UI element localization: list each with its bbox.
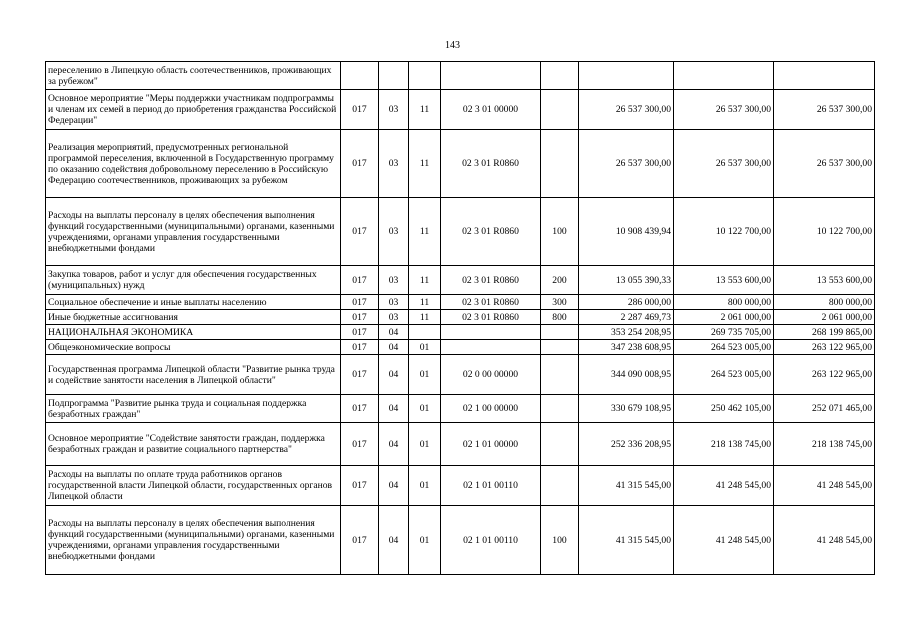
item-name-cell: Иные бюджетные ассигнования xyxy=(46,310,341,325)
expense-type-cell xyxy=(541,340,579,355)
table-row xyxy=(46,423,875,466)
amount-year3-cell: 263 122 965,00 xyxy=(774,355,875,395)
table-row xyxy=(46,130,875,198)
subsection-code-cell: 11 xyxy=(409,130,441,198)
ministry-code-cell: 017 xyxy=(341,423,379,466)
section-code-cell: 04 xyxy=(379,355,409,395)
item-name-cell: переселению в Липецкую область соотечественников, проживающих за рубежом" xyxy=(46,62,341,90)
target-article-cell: 02 3 01 R0860 xyxy=(441,266,541,295)
page-number: 143 xyxy=(445,40,460,51)
section-code-cell xyxy=(379,62,409,90)
expense-type-cell xyxy=(541,90,579,130)
ministry-code-cell: 017 xyxy=(341,340,379,355)
ministry-code-cell xyxy=(341,62,379,90)
item-name-cell: Государственная программа Липецкой области "Развитие рынка труда и содействие занятости населения в Липецкой области" xyxy=(46,355,341,395)
target-article-cell: 02 3 01 00000 xyxy=(441,90,541,130)
ministry-code-cell: 017 xyxy=(341,266,379,295)
amount-year3-cell: 252 071 465,00 xyxy=(774,395,875,423)
item-name-cell: НАЦИОНАЛЬНАЯ ЭКОНОМИКА xyxy=(46,325,341,340)
target-article-cell: 02 1 01 00000 xyxy=(441,423,541,466)
amount-year1-cell: 347 238 608,95 xyxy=(579,340,674,355)
amount-year3-cell xyxy=(774,62,875,90)
amount-year2-cell: 269 735 705,00 xyxy=(674,325,774,340)
expense-type-cell xyxy=(541,466,579,506)
amount-year1-cell: 252 336 208,95 xyxy=(579,423,674,466)
expense-type-cell xyxy=(541,395,579,423)
amount-year3-cell: 263 122 965,00 xyxy=(774,340,875,355)
table-row xyxy=(46,90,875,130)
expense-type-cell xyxy=(541,355,579,395)
target-article-cell: 02 3 01 R0860 xyxy=(441,295,541,310)
amount-year2-cell: 10 122 700,00 xyxy=(674,198,774,266)
target-article-cell: 02 3 01 R0860 xyxy=(441,198,541,266)
table-row xyxy=(46,198,875,266)
subsection-code-cell: 01 xyxy=(409,395,441,423)
amount-year2-cell: 264 523 005,00 xyxy=(674,355,774,395)
amount-year2-cell: 250 462 105,00 xyxy=(674,395,774,423)
amount-year3-cell: 218 138 745,00 xyxy=(774,423,875,466)
expense-type-cell xyxy=(541,62,579,90)
target-article-cell xyxy=(441,340,541,355)
expense-type-cell: 800 xyxy=(541,310,579,325)
target-article-cell xyxy=(441,62,541,90)
table-row xyxy=(46,310,875,325)
section-code-cell: 03 xyxy=(379,198,409,266)
subsection-code-cell: 11 xyxy=(409,90,441,130)
item-name-cell: Реализация мероприятий, предусмотренных региональной программой переселения, включенной в Государственную программу по оказанию содействия добровольному переселению в Российскую Федерацию соотечественников, проживающих за рубежом xyxy=(46,130,341,198)
table-row xyxy=(46,466,875,506)
subsection-code-cell: 11 xyxy=(409,295,441,310)
item-name-cell: Расходы на выплаты по оплате труда работников органов государственной власти Липецкой области, государственных органов Липецкой области xyxy=(46,466,341,506)
ministry-code-cell: 017 xyxy=(341,310,379,325)
section-code-cell: 03 xyxy=(379,130,409,198)
subsection-code-cell: 01 xyxy=(409,355,441,395)
subsection-code-cell: 01 xyxy=(409,423,441,466)
item-name-cell: Расходы на выплаты персоналу в целях обеспечения выполнения функций государственными (муниципальными) органами, казенными учреждениями, органами управления государственными внебюджетными фондами xyxy=(46,506,341,575)
table-row xyxy=(46,266,875,295)
amount-year2-cell: 26 537 300,00 xyxy=(674,90,774,130)
expense-type-cell xyxy=(541,325,579,340)
amount-year1-cell: 2 287 469,73 xyxy=(579,310,674,325)
amount-year1-cell: 41 315 545,00 xyxy=(579,466,674,506)
section-code-cell: 04 xyxy=(379,395,409,423)
section-code-cell: 03 xyxy=(379,295,409,310)
ministry-code-cell: 017 xyxy=(341,325,379,340)
ministry-code-cell: 017 xyxy=(341,506,379,575)
amount-year1-cell: 26 537 300,00 xyxy=(579,130,674,198)
amount-year2-cell: 41 248 545,00 xyxy=(674,506,774,575)
amount-year2-cell: 218 138 745,00 xyxy=(674,423,774,466)
item-name-cell: Подпрограмма "Развитие рынка труда и социальная поддержка безработных граждан" xyxy=(46,395,341,423)
target-article-cell: 02 1 00 00000 xyxy=(441,395,541,423)
expense-type-cell: 100 xyxy=(541,506,579,575)
expense-type-cell xyxy=(541,130,579,198)
table-row xyxy=(46,62,875,90)
expense-type-cell: 200 xyxy=(541,266,579,295)
section-code-cell: 04 xyxy=(379,466,409,506)
amount-year3-cell: 268 199 865,00 xyxy=(774,325,875,340)
amount-year1-cell: 330 679 108,95 xyxy=(579,395,674,423)
item-name-cell: Основное мероприятие "Меры поддержки участникам подпрограммы и членам их семей в период до приобретения гражданства Российской Федерации" xyxy=(46,90,341,130)
amount-year1-cell: 41 315 545,00 xyxy=(579,506,674,575)
amount-year3-cell: 13 553 600,00 xyxy=(774,266,875,295)
amount-year3-cell: 10 122 700,00 xyxy=(774,198,875,266)
amount-year3-cell: 41 248 545,00 xyxy=(774,506,875,575)
ministry-code-cell: 017 xyxy=(341,130,379,198)
table-row xyxy=(46,340,875,355)
item-name-cell: Закупка товаров, работ и услуг для обеспечения государственных (муниципальных) нужд xyxy=(46,266,341,295)
subsection-code-cell: 01 xyxy=(409,506,441,575)
subsection-code-cell: 11 xyxy=(409,310,441,325)
subsection-code-cell xyxy=(409,325,441,340)
amount-year1-cell: 286 000,00 xyxy=(579,295,674,310)
amount-year1-cell: 344 090 008,95 xyxy=(579,355,674,395)
item-name-cell: Общеэкономические вопросы xyxy=(46,340,341,355)
ministry-code-cell: 017 xyxy=(341,90,379,130)
amount-year2-cell: 800 000,00 xyxy=(674,295,774,310)
subsection-code-cell xyxy=(409,62,441,90)
ministry-code-cell: 017 xyxy=(341,395,379,423)
amount-year1-cell: 10 908 439,94 xyxy=(579,198,674,266)
table-row xyxy=(46,295,875,310)
expense-type-cell: 300 xyxy=(541,295,579,310)
target-article-cell: 02 3 01 R0860 xyxy=(441,130,541,198)
amount-year3-cell: 41 248 545,00 xyxy=(774,466,875,506)
item-name-cell: Расходы на выплаты персоналу в целях обеспечения выполнения функций государственными (муниципальными) органами, казенными учреждениями, органами управления государственными внебюджетными фондами xyxy=(46,198,341,266)
amount-year1-cell: 26 537 300,00 xyxy=(579,90,674,130)
amount-year2-cell xyxy=(674,62,774,90)
target-article-cell: 02 3 01 R0860 xyxy=(441,310,541,325)
amount-year3-cell: 800 000,00 xyxy=(774,295,875,310)
amount-year2-cell: 13 553 600,00 xyxy=(674,266,774,295)
amount-year2-cell: 26 537 300,00 xyxy=(674,130,774,198)
amount-year1-cell xyxy=(579,62,674,90)
table-row xyxy=(46,355,875,395)
section-code-cell: 03 xyxy=(379,266,409,295)
amount-year2-cell: 2 061 000,00 xyxy=(674,310,774,325)
amount-year2-cell: 41 248 545,00 xyxy=(674,466,774,506)
table-row xyxy=(46,506,875,575)
amount-year3-cell: 2 061 000,00 xyxy=(774,310,875,325)
item-name-cell: Социальное обеспечение и иные выплаты населению xyxy=(46,295,341,310)
amount-year1-cell: 353 254 208,95 xyxy=(579,325,674,340)
section-code-cell: 04 xyxy=(379,340,409,355)
section-code-cell: 03 xyxy=(379,310,409,325)
ministry-code-cell: 017 xyxy=(341,466,379,506)
section-code-cell: 04 xyxy=(379,325,409,340)
subsection-code-cell: 01 xyxy=(409,340,441,355)
budget-table xyxy=(45,61,875,575)
section-code-cell: 03 xyxy=(379,90,409,130)
section-code-cell: 04 xyxy=(379,506,409,575)
subsection-code-cell: 01 xyxy=(409,466,441,506)
target-article-cell: 02 1 01 00110 xyxy=(441,506,541,575)
table-body xyxy=(46,62,875,575)
expense-type-cell: 100 xyxy=(541,198,579,266)
item-name-cell: Основное мероприятие "Содействие занятости граждан, поддержка безработных граждан и развитие социального партнерства" xyxy=(46,423,341,466)
subsection-code-cell: 11 xyxy=(409,198,441,266)
table-row xyxy=(46,325,875,340)
amount-year1-cell: 13 055 390,33 xyxy=(579,266,674,295)
ministry-code-cell: 017 xyxy=(341,198,379,266)
section-code-cell: 04 xyxy=(379,423,409,466)
amount-year3-cell: 26 537 300,00 xyxy=(774,130,875,198)
amount-year3-cell: 26 537 300,00 xyxy=(774,90,875,130)
table-row xyxy=(46,395,875,423)
target-article-cell: 02 1 01 00110 xyxy=(441,466,541,506)
subsection-code-cell: 11 xyxy=(409,266,441,295)
amount-year2-cell: 264 523 005,00 xyxy=(674,340,774,355)
expense-type-cell xyxy=(541,423,579,466)
target-article-cell xyxy=(441,325,541,340)
target-article-cell: 02 0 00 00000 xyxy=(441,355,541,395)
ministry-code-cell: 017 xyxy=(341,295,379,310)
ministry-code-cell: 017 xyxy=(341,355,379,395)
